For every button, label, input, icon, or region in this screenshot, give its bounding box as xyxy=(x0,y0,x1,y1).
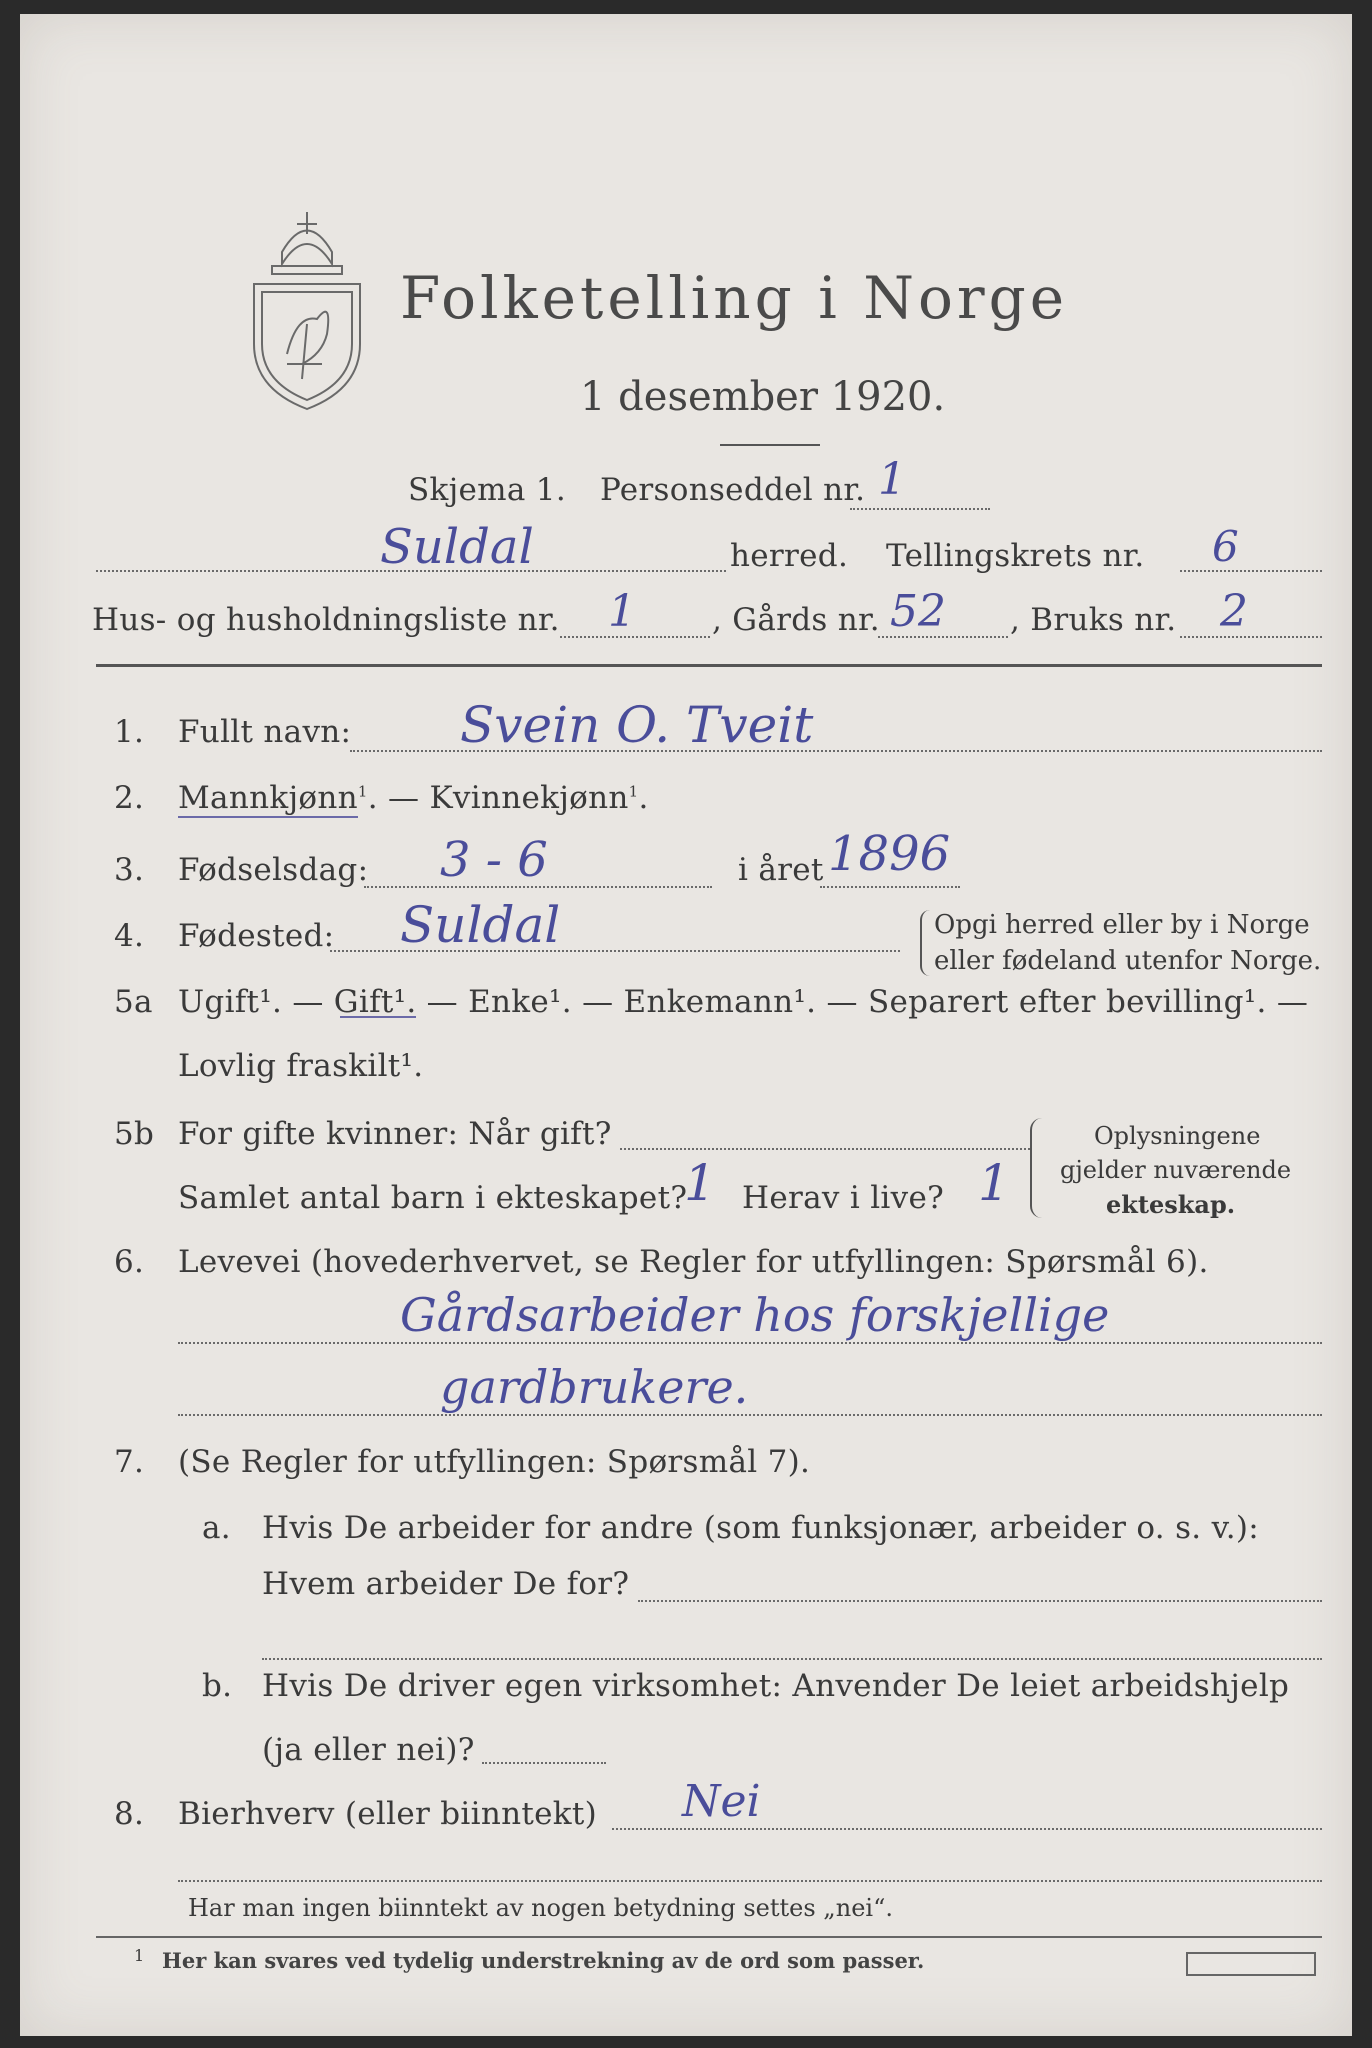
q1-label: Fullt navn: xyxy=(178,714,352,750)
q4-note-line2: eller fødeland utenfor Norge. xyxy=(934,946,1322,976)
q2-options: Mannkjønn$^1$. — Kvinnekjønn$^1$. xyxy=(178,780,649,816)
husholdning-value: 1 xyxy=(608,586,636,637)
q3-year-label: i året xyxy=(738,852,824,888)
q3-year-value: 1896 xyxy=(828,826,951,882)
q6-line2 xyxy=(178,1414,1322,1416)
footer-rule xyxy=(96,1936,1322,1938)
q5b-note-line3: ekteskap. xyxy=(1106,1190,1236,1219)
q4-brace xyxy=(920,910,930,976)
q7a-who-label: Hvem arbeider De for? xyxy=(262,1566,630,1602)
q7a-number: a. xyxy=(202,1510,231,1546)
q7-label: (Se Regler for utfyllingen: Spørsmål 7). xyxy=(178,1444,811,1480)
herred-label: herred. xyxy=(730,538,849,574)
census-date: 1 desember 1920. xyxy=(580,374,946,420)
herred-value: Suldal xyxy=(380,519,534,575)
bruks-line xyxy=(1180,636,1322,638)
q5b-number: 5b xyxy=(114,1116,155,1152)
q3-label: Fødselsdag: xyxy=(178,852,369,888)
q4-value: Suldal xyxy=(400,896,561,954)
q5a-options-line2: Lovlig fraskilt¹. xyxy=(178,1048,424,1084)
q5a-number: 5a xyxy=(114,984,153,1020)
q6-value-line2: gardbrukere. xyxy=(440,1360,749,1414)
q6-label: Levevei (hovederhvervet, se Regler for utfyllingen: Spørsmål 6). xyxy=(178,1244,1209,1280)
q7-number: 7. xyxy=(114,1444,145,1480)
q7b-yesno-label: (ja eller nei)? xyxy=(262,1732,475,1768)
q5b-label-alive: Herav i live? xyxy=(742,1180,945,1216)
footnote-text: Her kan svares ved tydelig understrekning av de ord som passer. xyxy=(162,1948,925,1973)
q7a-label: Hvis De arbeider for andre (som funksjonær, arbeider o. s. v.): xyxy=(262,1510,1260,1546)
q2-end: . xyxy=(638,780,649,816)
q8-number: 8. xyxy=(114,1796,145,1832)
q5b-children-value: 1 xyxy=(684,1154,716,1212)
q5b-alive-value: 1 xyxy=(978,1154,1010,1212)
q8-value: Nei xyxy=(682,1776,761,1827)
schema-label: Skjema 1. xyxy=(408,472,566,508)
norwegian-coat-of-arms-icon xyxy=(242,204,372,414)
tellingskrets-value: 6 xyxy=(1212,522,1239,571)
q6-line1 xyxy=(178,1342,1322,1344)
personseddel-line xyxy=(850,508,990,510)
tellingskrets-line xyxy=(1180,570,1322,572)
q5b-brace xyxy=(1030,1118,1042,1218)
q1-number: 1. xyxy=(114,714,145,750)
q5b-label-married: For gifte kvinner: Når gift? xyxy=(178,1116,612,1152)
q7b-number: b. xyxy=(202,1668,233,1704)
personseddel-value: 1 xyxy=(878,454,906,505)
title-divider xyxy=(720,444,820,446)
q5a-options: Ugift¹. — Gift¹. — Enke¹. — Enkemann¹. — Separert efter bevilling¹. — xyxy=(178,984,1309,1020)
form-title: Folketelling i Norge xyxy=(400,264,1069,332)
bruks-label: , Bruks nr. xyxy=(1010,602,1177,638)
q3-number: 3. xyxy=(114,852,145,888)
census-form-page xyxy=(20,14,1352,2036)
q7a-line1 xyxy=(638,1600,1322,1602)
nei-note: Har man ingen biinntekt av nogen betydning settes „nei“. xyxy=(188,1894,893,1922)
printer-stamp xyxy=(1186,1952,1316,1976)
personseddel-label: Personseddel nr. xyxy=(600,472,866,508)
q3-value: 3 - 6 xyxy=(440,832,548,888)
q8-label: Bierhverv (eller biinntekt) xyxy=(178,1796,598,1832)
q4-note-line1: Opgi herred eller by i Norge xyxy=(934,910,1310,940)
q7a-line2 xyxy=(262,1658,1322,1660)
footnote-number: 1 xyxy=(134,1946,145,1965)
q5b-note-line1: Oplysningene xyxy=(1094,1122,1261,1150)
gards-value: 52 xyxy=(890,586,946,637)
q2-female-option: Kvinnekjønn xyxy=(429,780,629,816)
q3-year-line xyxy=(820,886,960,888)
q7b-label: Hvis De driver egen virksomhet: Anvender De leiet arbeidshjelp xyxy=(262,1668,1290,1704)
q2-number: 2. xyxy=(114,780,145,816)
q5b-married-line xyxy=(620,1148,1030,1150)
q2-male-option: Mannkjønn xyxy=(178,780,358,816)
q7b-line xyxy=(482,1762,606,1764)
q5b-note-line2: gjelder nuværende xyxy=(1060,1156,1292,1184)
q5b-label-children: Samlet antal barn i ekteskapet? xyxy=(178,1180,688,1216)
q8-line2 xyxy=(178,1880,1322,1882)
q1-value: Svein O. Tveit xyxy=(460,696,814,754)
q6-value-line1: Gårdsarbeider hos forskjellige xyxy=(400,1288,1110,1342)
q2-separator: . — xyxy=(367,780,430,816)
q4-number: 4. xyxy=(114,918,145,954)
bruks-value: 2 xyxy=(1220,586,1248,637)
gards-label: , Gårds nr. xyxy=(712,602,880,638)
tellingskrets-label: Tellingskrets nr. xyxy=(886,538,1145,574)
q5a-gift-underline xyxy=(340,1016,416,1018)
husholdning-label: Hus- og husholdningsliste nr. xyxy=(92,602,560,638)
q8-line1 xyxy=(612,1828,1322,1830)
q4-label: Fødested: xyxy=(178,918,335,954)
q6-number: 6. xyxy=(114,1244,145,1280)
header-rule xyxy=(96,664,1322,667)
